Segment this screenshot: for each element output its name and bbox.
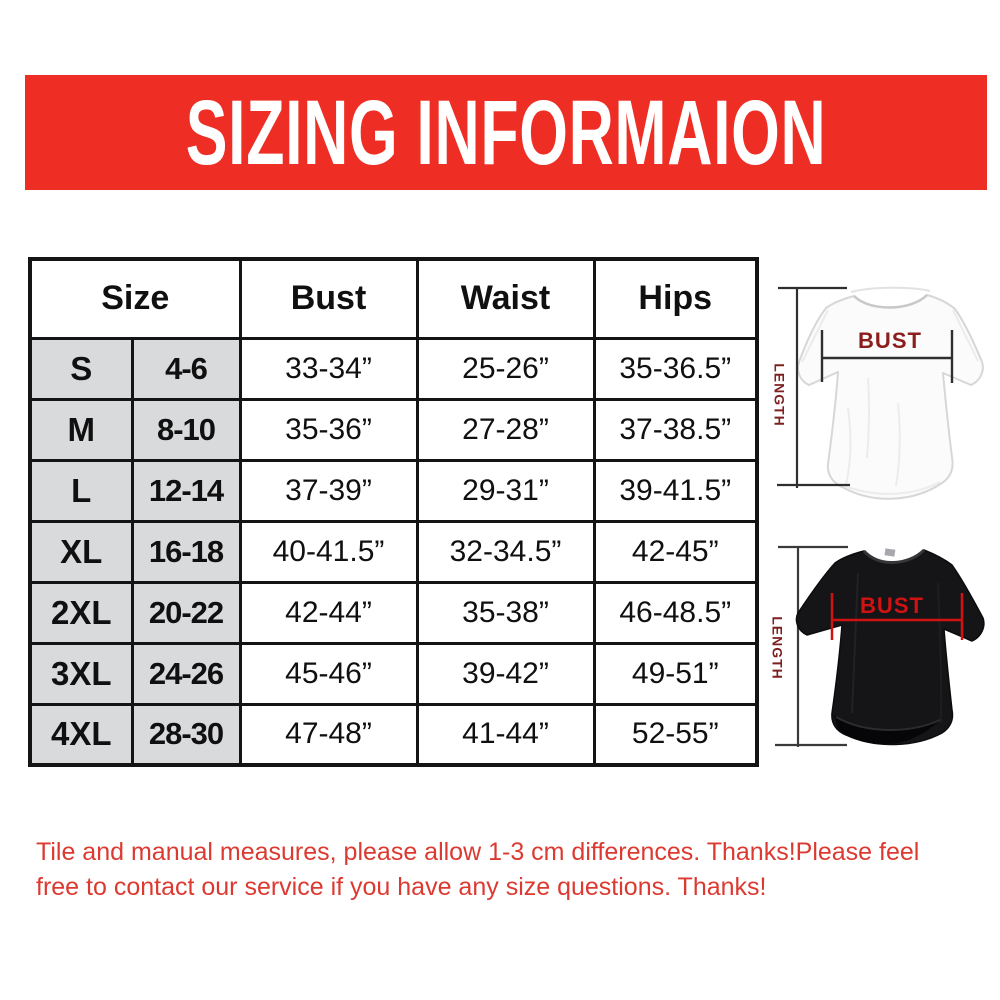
size-cell: 2XL [30,582,132,643]
footer-note-line1: Tile and manual measures, please allow 1-3 cm differences. Thanks!Please feel [36,838,920,866]
black-bust-label: BUST [860,593,924,618]
size-cell: L [30,460,132,521]
bust-cell: 42-44” [240,582,417,643]
size-cell: S [30,338,132,399]
us-size-cell: 16-18 [132,521,240,582]
table-row [30,338,757,399]
us-size-cell: 4-6 [132,338,240,399]
size-table [28,257,759,767]
waist-cell: 35-38” [417,582,594,643]
header-waist: Waist [417,259,594,338]
footer-note [36,835,981,905]
hips-cell: 37-38.5” [594,399,757,460]
hips-cell: 39-41.5” [594,460,757,521]
white-shirt-diagram [748,258,1000,513]
hips-cell: 35-36.5” [594,338,757,399]
waist-cell: 29-31” [417,460,594,521]
hips-cell: 42-45” [594,521,757,582]
black-shirt-diagram [748,533,1000,779]
us-size-cell: 24-26 [132,643,240,704]
black-length-label: LENGTH [769,616,786,680]
waist-cell: 25-26” [417,338,594,399]
size-cell: XL [30,521,132,582]
size-cell: 3XL [30,643,132,704]
bust-cell: 35-36” [240,399,417,460]
table-row [30,521,757,582]
bust-cell: 45-46” [240,643,417,704]
hips-cell: 49-51” [594,643,757,704]
black-tshirt-tag [884,548,895,556]
waist-cell: 27-28” [417,399,594,460]
white-length-label: LENGTH [771,363,788,427]
waist-cell: 41-44” [417,704,594,765]
table-row [30,643,757,704]
bust-cell: 40-41.5” [240,521,417,582]
size-cell: 4XL [30,704,132,765]
hips-cell: 52-55” [594,704,757,765]
us-size-cell: 20-22 [132,582,240,643]
white-bust-label: BUST [858,328,922,353]
table-row [30,582,757,643]
page-title: SIZING INFORMAION [185,81,827,184]
us-size-cell: 12-14 [132,460,240,521]
black-tshirt-shape [796,550,983,745]
table-row [30,704,757,765]
us-size-cell: 8-10 [132,399,240,460]
table-row [30,399,757,460]
footer-note-line2: free to contact our service if you have any size questions. Thanks! [36,873,767,901]
header-bust: Bust [240,259,417,338]
size-cell: M [30,399,132,460]
table-row [30,460,757,521]
waist-cell: 39-42” [417,643,594,704]
bust-cell: 47-48” [240,704,417,765]
header-hips: Hips [594,259,757,338]
header-size: Size [30,259,240,338]
hips-cell: 46-48.5” [594,582,757,643]
bust-cell: 33-34” [240,338,417,399]
white-tshirt-shape [798,295,983,499]
bust-cell: 37-39” [240,460,417,521]
us-size-cell: 28-30 [132,704,240,765]
waist-cell: 32-34.5” [417,521,594,582]
table-header-row [30,259,757,338]
white-tshirt-collar-outer [851,288,930,292]
banner [25,75,987,190]
